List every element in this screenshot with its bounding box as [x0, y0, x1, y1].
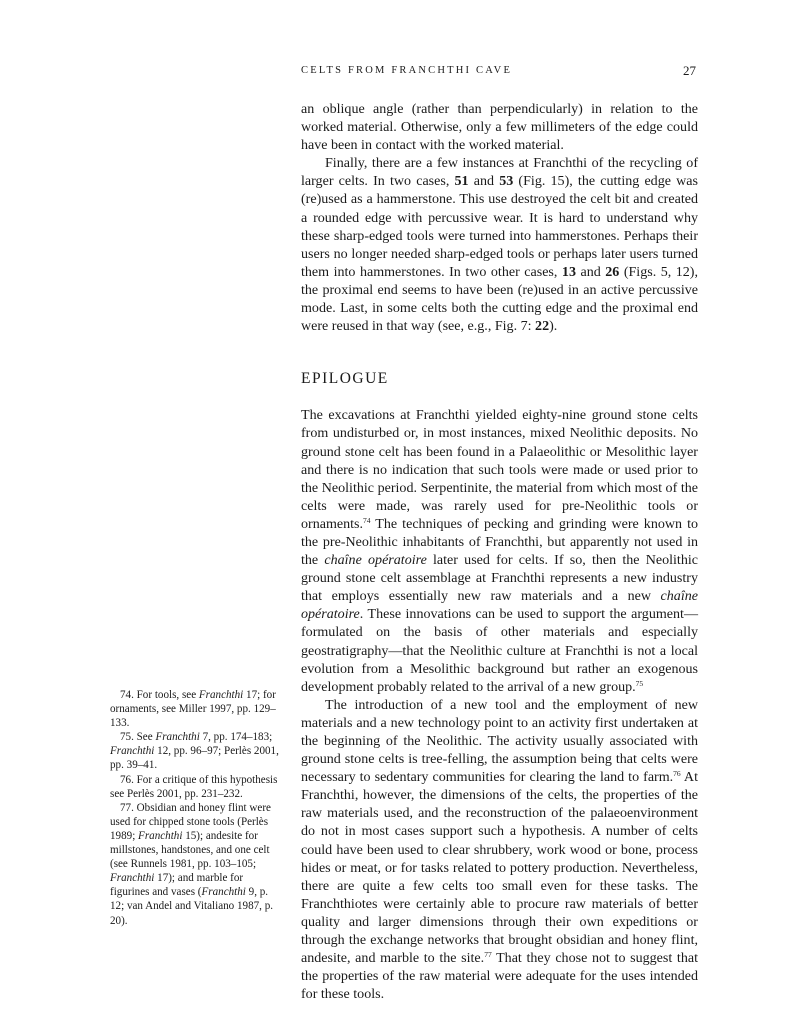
celt-number: 13	[561, 263, 576, 280]
celt-number: 51	[454, 173, 469, 190]
footnote-ref: 77	[484, 950, 492, 960]
paragraph-2: Finally, there are a few instances at Franchthi of the recycling of larger celts. In two cases, 51 and 53 (Fig. 15), the cutting edge was (re)used as a hammerstone. This use destroyed the celt bit and created a rounded edge with percussive wear. It is hard to understand why these sharp-edged tools were turned into hammerstones. Perhaps their users no longer needed sharp-edged tools or perhaps later users turned them into hammerstones. In two other cases, 13 and 26 (Figs. 5, 12), the proximal end seems to have been (re)used in an active percussive mode. Last, in some celts both the cutting edge and the proximal end were reused in that way (see, e.g., Fig. 7: 22).	[301, 155, 698, 335]
running-head: CELTS FROM FRANCHTHI CAVE	[301, 65, 513, 76]
paragraph-4: The introduction of a new tool and the employment of new materials and a new technology point to an activity first undertaken at the beginning of the Neolithic. The activity usually associated with ground stone celts is tree-felling, the assumption being that celts were necessary to sedentary communities for clearing the land to farm.$^{76}$ At Franchthi, however, the dimensions of the celts, the properties of the raw materials used, and the reconstruction of the palaeoenvironment do not in most cases support such a hypothesis. A number of celts could have been used to clear shrubbery, work wood or bone, process hides or meat, or for tasks related to pottery production. Nevertheless, there are quite a few celts too small even for these tasks. The Franchthiotes were certainly able to procure raw materials of better quality and larger dimensions through their own expeditions or through the exchange networks that brought obsidian and honey flint, andesite, and marble to the site.$^{77}$ That they chose not to suggest that the properties of the raw material were adequate for the uses intended for these tools.	[301, 696, 698, 1003]
celt-number: 26	[605, 263, 620, 280]
page-number: 27	[683, 63, 696, 78]
footnote-ref: 74	[363, 515, 371, 525]
main-text-column	[301, 100, 698, 1003]
footnote-75: 75. See Franchthi 7, pp. 174–183; Franchthi 12, pp. 96–97; Perlès 2001, pp. 39–41.	[110, 731, 279, 772]
paragraph-1: an oblique angle (rather than perpendicularly) in relation to the worked material. Otherwise, only a few millimeters of the edge could have been in contact with the worked material.	[301, 101, 698, 154]
section-heading: EPILOGUE	[301, 370, 389, 388]
celt-number: 22	[535, 318, 550, 335]
footnotes-column	[110, 688, 280, 928]
paragraph-3: The excavations at Franchthi yielded eighty-nine ground stone celts from undisturbed or, in most instances, mixed Neolithic deposits. No ground stone celt has been found in a Palaeolithic or Mesolithic layer and there is no indication that such tools were made or used prior to the Neolithic period. Serpentinite, the material from which most of the celts were made, was rarely used for pre-Neolithic tools or ornaments.$^{74}$ The techniques of pecking and grinding were known to the pre-Neolithic inhabitants of Franchthi, but apparently not used in the chaîne opératoire later used for celts. If so, then the Neolithic ground stone celt assemblage at Franchthi represents a new industry that employs essentially new raw materials and a new chaîne opératoire. These innovations can be used to support the argument—formulated on the basis of other materials and especially geostratigraphy—that the Neolithic culture at Franchthi is not a local evolution from a Mesolithic background but rather an exogenous development probably related to the arrival of a new group.$^{75}$	[301, 407, 698, 695]
footnote-ref: 76	[673, 769, 681, 779]
footnote-76: 76. For a critique of this hypothesis see Perlès 2001, pp. 231–232.	[110, 773, 278, 800]
footnote-74: 74. For tools, see Franchthi 17; for ornaments, see Miller 1997, pp. 129–133.	[110, 689, 276, 730]
footnote-ref: 75	[635, 678, 644, 688]
celt-number: 53	[499, 173, 514, 190]
footnote-77: 77. Obsidian and honey flint were used for chipped stone tools (Perlès 1989; Franchthi 15); andesite for millstones, handstones, and one celt (see Runnels 1981, pp. 103–105; Franchthi 17); and marble for figurines and vases (Franchthi 9, p. 12; van Andel and Vitaliano 1987, p. 20).	[110, 801, 274, 927]
